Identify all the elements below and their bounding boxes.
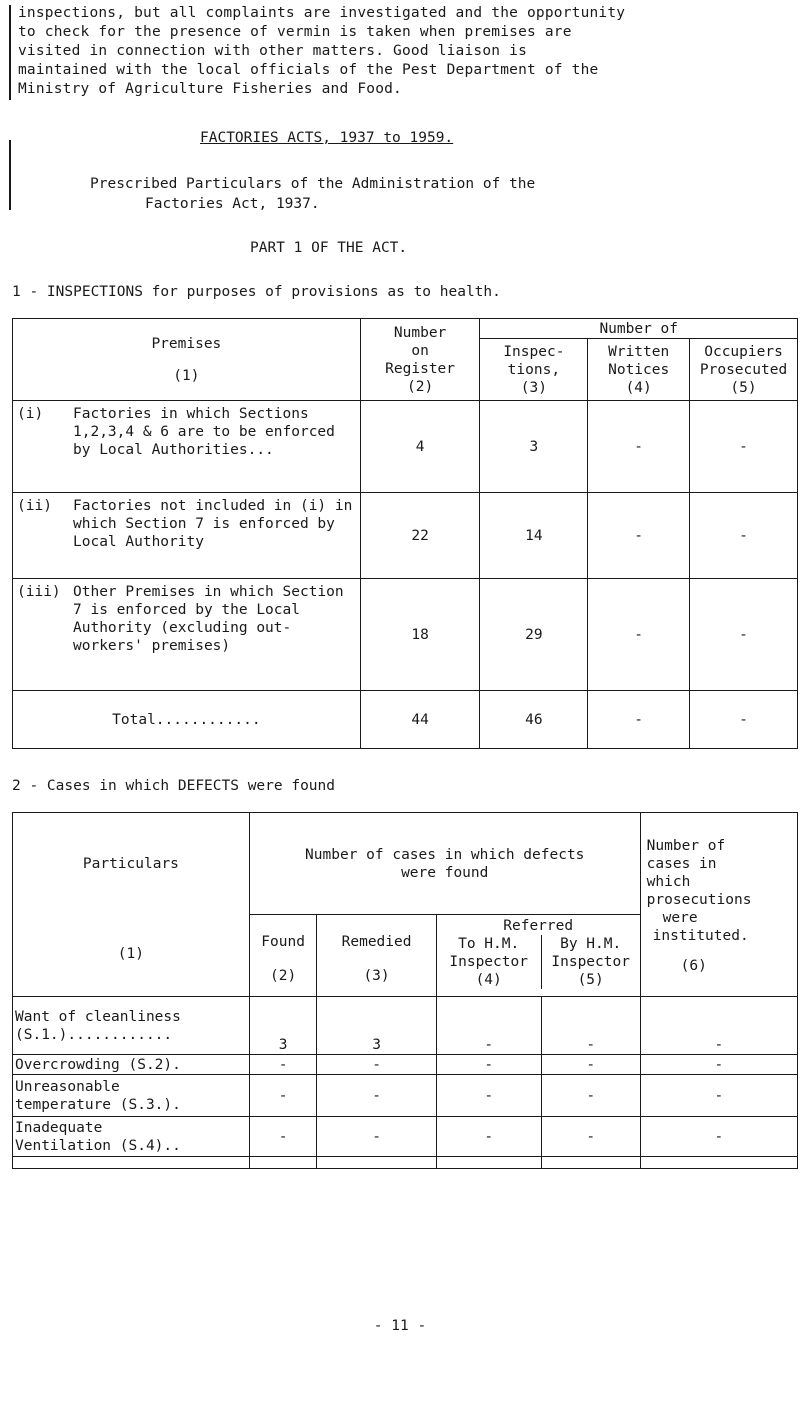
inspections-cell: 29 <box>480 579 588 691</box>
empty-cell <box>436 1157 541 1169</box>
by-hm-cell: - <box>541 1055 640 1075</box>
to-hm-cell: - <box>436 1075 541 1117</box>
particulars-cell: Unreasonable temperature (S.3.). <box>13 1075 250 1117</box>
margin-rule <box>9 140 11 210</box>
total-label: Total............ <box>13 691 361 749</box>
premises-cell: (i) Factories in which Sections 1,2,3,4 & 6 are to be enforced by Local Authorities... <box>13 401 361 493</box>
prosecutions-header: Number of cases in which prosecutions were instituted. (6) <box>640 813 797 997</box>
prosecuted-cell: - <box>690 579 798 691</box>
intro-line: to check for the presence of vermin is taken when premises are <box>18 24 572 40</box>
premises-cell: (iii) Other Premises in which Section 7 is enforced by the Local Authority (excluding out-workers' premises) <box>13 579 361 691</box>
referred-header: Referred To H.M. Inspector (4) By H.M. Inspector (5) <box>436 915 640 997</box>
found-cell: - <box>249 1055 317 1075</box>
found-cell: 3 <box>249 997 317 1055</box>
prosecutions-cell: - <box>640 997 797 1055</box>
table-row <box>13 997 798 1055</box>
inspections-cell: 14 <box>480 493 588 579</box>
found-cell: - <box>249 1117 317 1157</box>
intro-line: maintained with the local officials of the Pest Department of the <box>18 62 599 78</box>
empty-cell <box>249 1157 317 1169</box>
empty-cell <box>13 1157 250 1169</box>
section1-title: 1 - INSPECTIONS for purposes of provisions as to health. <box>12 284 501 300</box>
found-header: Found (2) <box>249 915 317 997</box>
prosecutions-cell: - <box>640 1117 797 1157</box>
section-heading: FACTORIES ACTS, 1937 to 1959. <box>200 130 454 146</box>
total-row <box>13 691 798 749</box>
notices-header: Written Notices (4) <box>588 339 690 401</box>
register-cell: 44 <box>360 691 480 749</box>
prosecuted-header: Occupiers Prosecuted (5) <box>690 339 798 401</box>
empty-cell <box>640 1157 797 1169</box>
register-header: Number on Register (2) <box>360 319 480 401</box>
inspections-header: Inspec- tions, (3) <box>480 339 588 401</box>
empty-cell <box>541 1157 640 1169</box>
prosecutions-cell: - <box>640 1055 797 1075</box>
remedied-cell: - <box>317 1075 436 1117</box>
section2-title: 2 - Cases in which DEFECTS were found <box>12 778 336 794</box>
part-heading: PART 1 OF THE ACT. <box>250 240 408 256</box>
subheading-line: Factories Act, 1937. <box>145 196 320 212</box>
intro-line: visited in connection with other matters. Good liaison is <box>18 43 527 59</box>
to-hm-header: To H.M. Inspector (4) <box>449 936 528 988</box>
table-row <box>13 401 798 493</box>
particulars-cell: Overcrowding (S.2). <box>13 1055 250 1075</box>
register-cell: 22 <box>360 493 480 579</box>
premises-cell: (ii) Factories not included in (i) in which Section 7 is enforced by Local Authority <box>13 493 361 579</box>
table-row <box>13 1075 798 1117</box>
by-hm-header: By H.M. Inspector (5) <box>541 935 640 989</box>
particulars-header: Particulars (1) <box>13 813 250 997</box>
intro-line: inspections, but all complaints are investigated and the opportunity <box>18 5 626 21</box>
table-row <box>13 1117 798 1157</box>
subheading-line: Prescribed Particulars of the Administration of the <box>90 176 536 192</box>
premises-header: Premises (1) <box>13 319 361 401</box>
particulars-cell: Want of cleanliness (S.1.)............ <box>13 997 250 1055</box>
notices-cell: - <box>588 579 690 691</box>
prosecuted-cell: - <box>690 691 798 749</box>
notices-cell: - <box>588 493 690 579</box>
notices-cell: - <box>588 401 690 493</box>
page-number: - 11 - <box>373 1318 427 1334</box>
remedied-cell: - <box>317 1055 436 1075</box>
remedied-cell: - <box>317 1117 436 1157</box>
table-row <box>13 493 798 579</box>
defects-table <box>12 812 798 1169</box>
register-cell: 18 <box>360 579 480 691</box>
by-hm-cell: - <box>541 1117 640 1157</box>
cases-header: Number of cases in which defects were found <box>249 813 640 915</box>
table-row <box>13 579 798 691</box>
by-hm-cell: - <box>541 997 640 1055</box>
table-row <box>13 1055 798 1075</box>
margin-rule <box>9 5 11 100</box>
notices-cell: - <box>588 691 690 749</box>
remedied-header: Remedied (3) <box>317 915 436 997</box>
by-hm-cell: - <box>541 1075 640 1117</box>
number-of-header: Number of <box>480 319 798 339</box>
to-hm-cell: - <box>436 1055 541 1075</box>
empty-cell <box>317 1157 436 1169</box>
to-hm-cell: - <box>436 1117 541 1157</box>
table-row <box>13 1157 798 1169</box>
inspections-cell: 3 <box>480 401 588 493</box>
particulars-cell: Inadequate Ventilation (S.4).. <box>13 1117 250 1157</box>
prosecutions-cell: - <box>640 1075 797 1117</box>
prosecuted-cell: - <box>690 493 798 579</box>
found-cell: - <box>249 1075 317 1117</box>
inspections-cell: 46 <box>480 691 588 749</box>
remedied-cell: 3 <box>317 997 436 1055</box>
to-hm-cell: - <box>436 997 541 1055</box>
prosecuted-cell: - <box>690 401 798 493</box>
register-cell: 4 <box>360 401 480 493</box>
intro-line: Ministry of Agriculture Fisheries and Food. <box>18 81 402 97</box>
inspections-table <box>12 318 798 749</box>
